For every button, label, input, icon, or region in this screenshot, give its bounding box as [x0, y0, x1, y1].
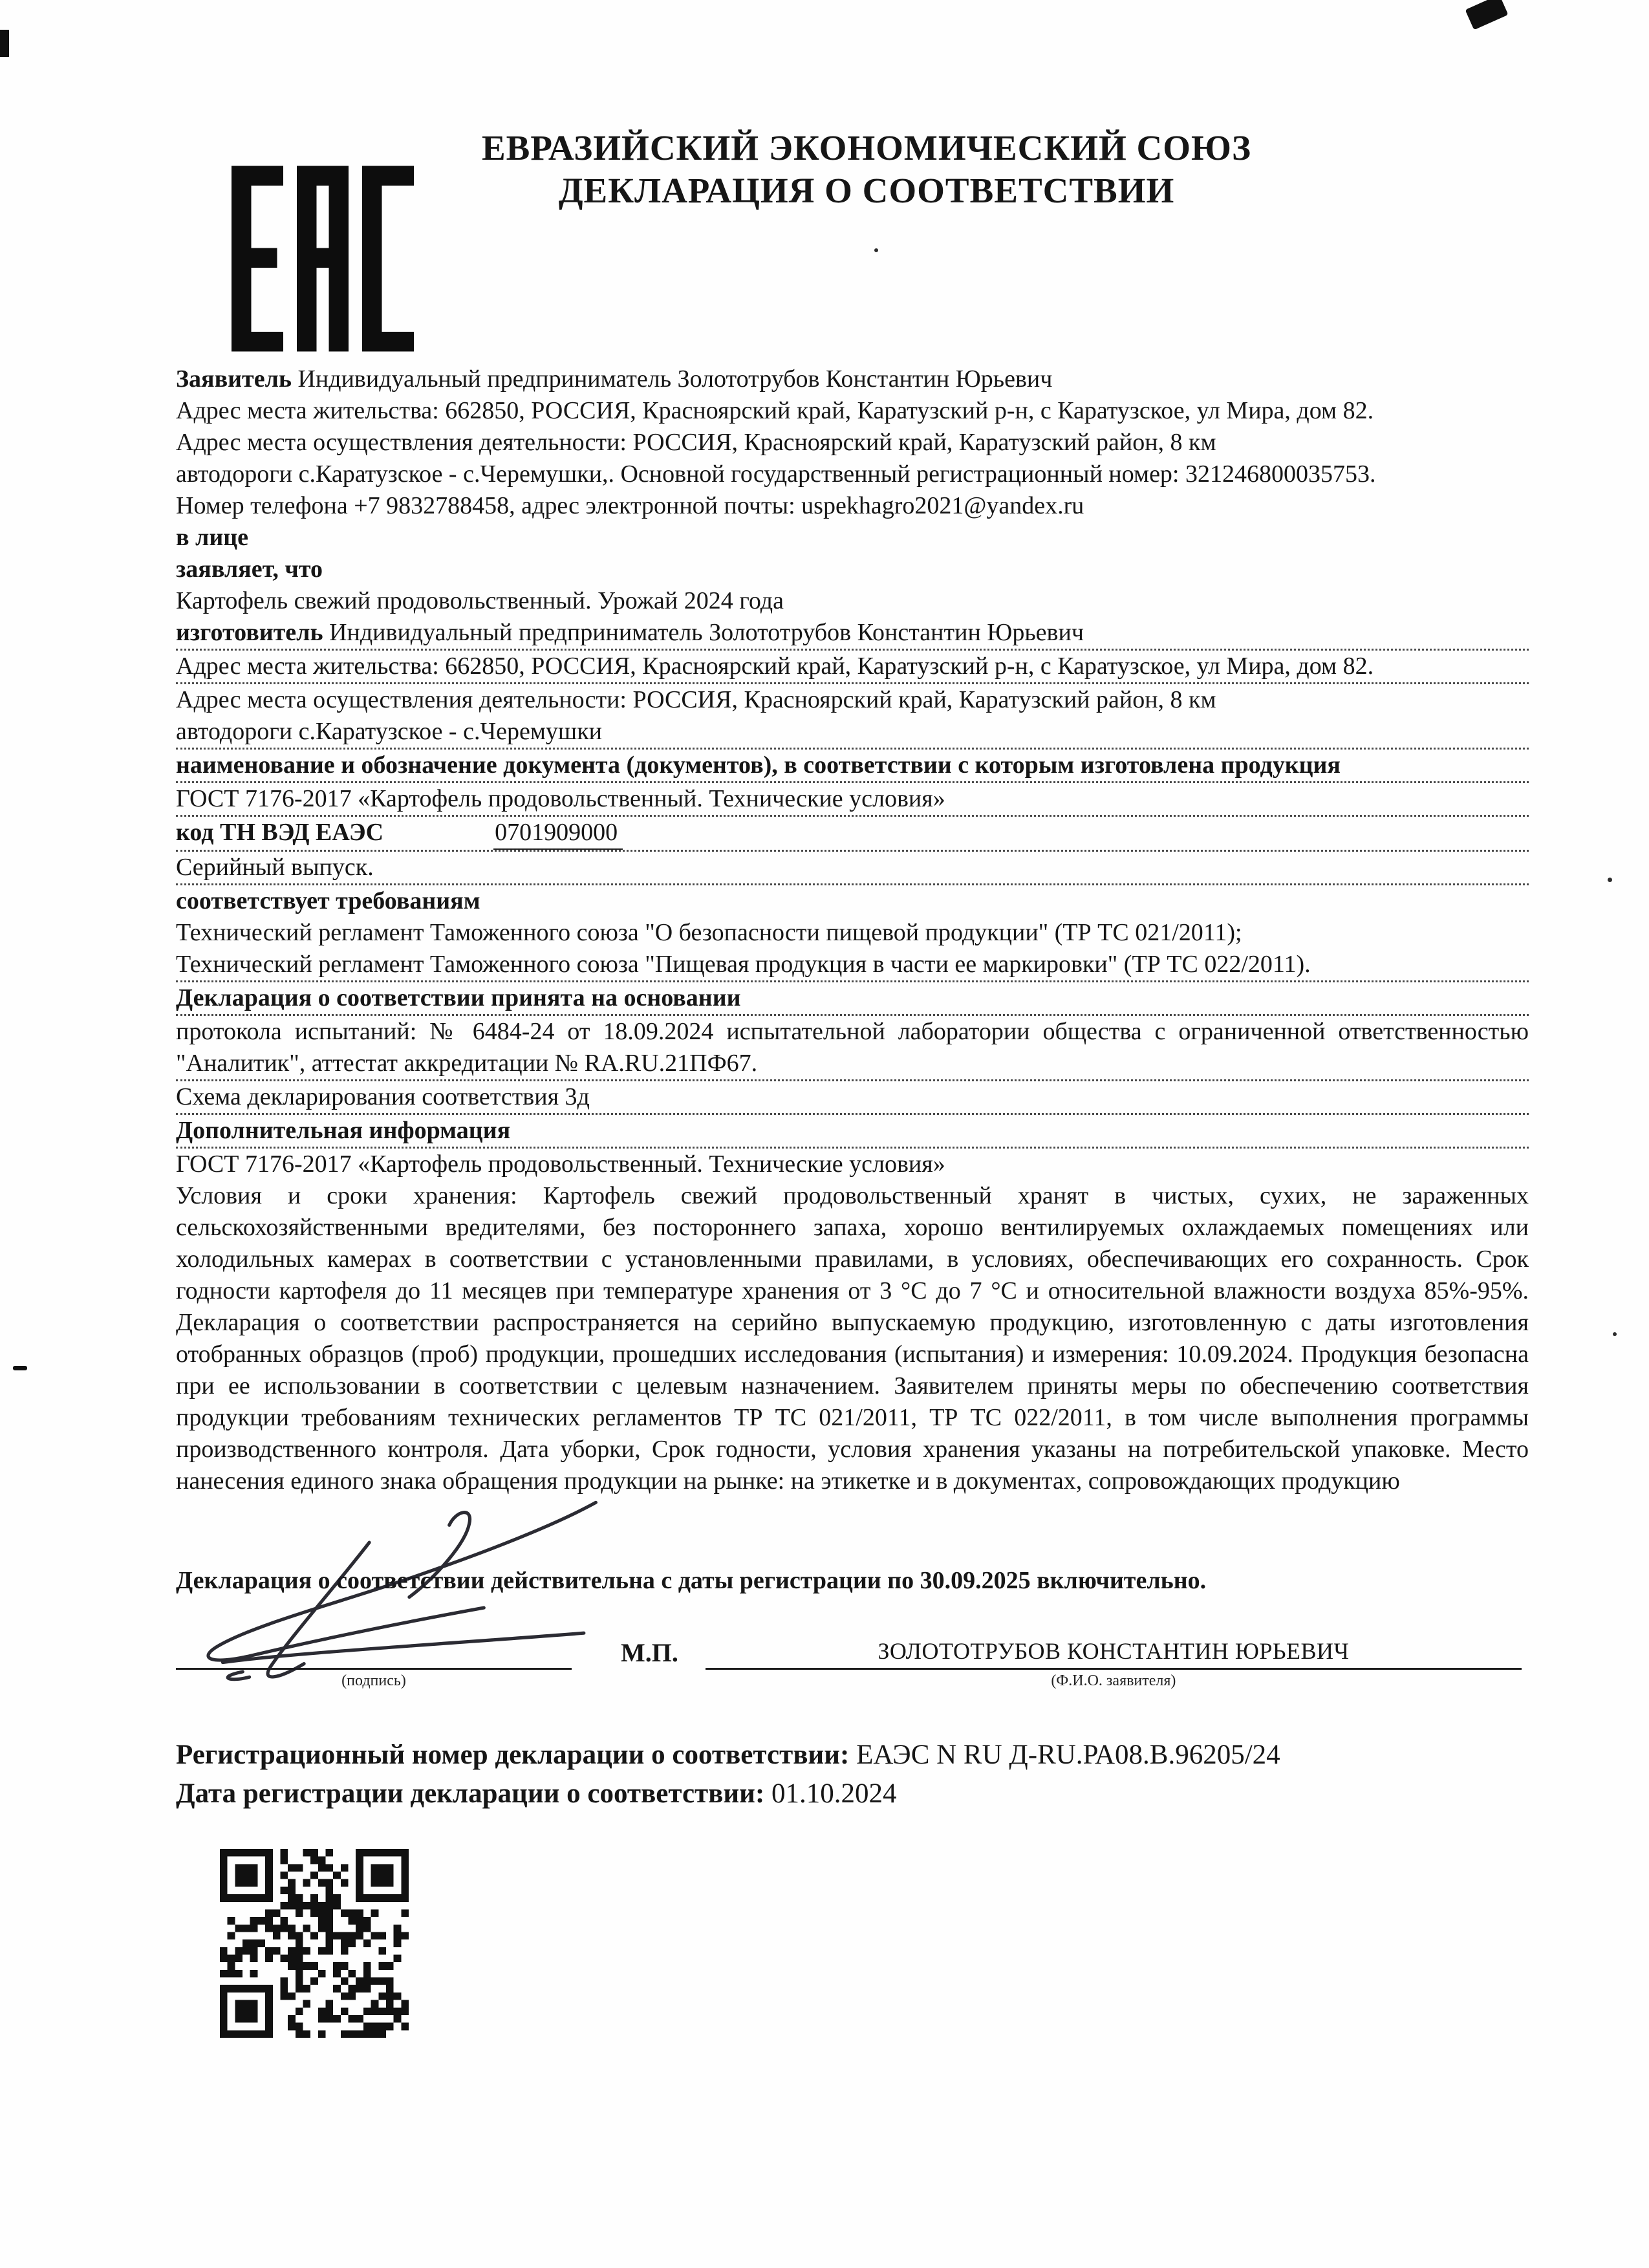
declaration-body [176, 363, 1529, 2038]
registration-date-row [176, 1775, 1529, 1813]
row-regulation-1: Технический регламент Таможенного союза "О безопасности пищевой продукции" (ТР ТС 021/2011); [176, 919, 1242, 946]
document-title [362, 127, 1371, 212]
row-manufacturer-activity-1: Адрес места осуществления деятельности: РОССИЯ, Красноярский край, Каратузский район, 8 км [176, 686, 1216, 713]
row-docs-heading: наименование и обозначение документа (документов), в соответствии с которым изготовлена продукция [176, 750, 1529, 783]
row-activity-address-1: Адрес места осуществления деятельности: РОССИЯ, Красноярский край, Каратузский район, 8 км [176, 429, 1216, 456]
row-manufacturer-activity-2: автодороги с.Каратузское - с.Черемушки [176, 716, 1529, 750]
scan-speck [874, 248, 878, 252]
row-complies-heading: соответствует требованиям [176, 887, 480, 914]
scan-speck [1608, 878, 1612, 882]
row-gost: ГОСТ 7176-2017 «Картофель продовольственный. Технические условия» [176, 783, 1529, 817]
applicant-full-name: ЗОЛОТОТРУБОВ КОНСТАНТИН ЮРЬЕВИЧ [878, 1638, 1350, 1664]
title-declaration: ДЕКЛАРАЦИЯ О СООТВЕТСТВИИ [558, 171, 1175, 210]
registration-number-row [176, 1736, 1529, 1775]
registration-date-value: 01.10.2024 [771, 1778, 897, 1809]
signature-caption: (подпись) [341, 1672, 406, 1689]
row-scheme: Схема декларирования соответствия 3д [176, 1081, 1529, 1115]
row-manufacturer-residence: Адрес места жительства: 662850, РОССИЯ, Красноярский край, Каратузский р-н, с Каратузское, ул Мира, дом 82. [176, 651, 1529, 684]
row-validity: Декларация о соответствии действительна с даты регистрации по 30.09.2025 включительно. [176, 1567, 1207, 1594]
row-basis-heading: Декларация о соответствии принята на основании [176, 982, 1529, 1016]
scan-artifact-left-edge [0, 30, 9, 57]
row-basis-text: протокола испытаний: № 6484-24 от 18.09.2024 испытательной лаборатории общества с ограниченной ответственностью "Аналитик", аттестат аккредитации № RA.RU.21ПФ67. [176, 1016, 1529, 1081]
row-additional-heading: Дополнительная информация [176, 1115, 1529, 1149]
row-in-person: в лице [176, 524, 248, 551]
row-regulation-2: Технический регламент Таможенного союза "Пищевая продукция в части ее маркировки" (ТР ТС 022/2011). [176, 949, 1529, 982]
name-caption: (Ф.И.О. заявителя) [1051, 1672, 1176, 1689]
manufacturer-text: Индивидуальный предприниматель Золототрубов Константин Юрьевич [323, 619, 1084, 646]
row-residence-address: Адрес места жительства: 662850, РОССИЯ, Красноярский край, Каратузский р-н, с Каратузское, ул Мира, дом 82. [176, 397, 1374, 424]
row-additional-gost: ГОСТ 7176-2017 «Картофель продовольственный. Технические условия» [176, 1150, 945, 1178]
scan-speck [1613, 1332, 1617, 1336]
applicant-name-area [706, 1637, 1522, 1692]
title-union: ЕВРАЗИЙСКИЙ ЭКОНОМИЧЕСКИЙ СОЮЗ [481, 128, 1252, 167]
scan-artifact-corner [1465, 0, 1509, 30]
row-manufacturer [176, 617, 1529, 651]
qr-code [220, 1849, 409, 2038]
manufacturer-label: изготовитель [176, 619, 323, 646]
applicant-label: Заявитель [176, 365, 292, 393]
row-serial: Серийный выпуск. [176, 852, 1529, 885]
signature-block [176, 1637, 1529, 1692]
scan-artifact-left-dash [13, 1366, 27, 1370]
signature-area [176, 1668, 572, 1692]
row-applicant [176, 363, 1529, 395]
row-tn-ved [176, 817, 1529, 852]
row-contacts: Номер телефона +7 9832788458, адрес электронной почты: uspekhagro2021@yandex.ru [176, 492, 1084, 519]
applicant-text: Индивидуальный предприниматель Золототрубов Константин Юрьевич [291, 365, 1053, 393]
registration-number-label: Регистрационный номер декларации о соответствии: [176, 1740, 857, 1770]
row-activity-address-2: автодороги с.Каратузское - с.Черемушки,. Основной государственный регистрационный номер: 321246800035753. [176, 460, 1376, 488]
registration-block [176, 1736, 1529, 1813]
stamp-place-label: М.П. [621, 1638, 678, 1667]
registration-date-label: Дата регистрации декларации о соответствии: [176, 1778, 772, 1809]
row-product: Картофель свежий продовольственный. Урожай 2024 года [176, 587, 784, 614]
tn-ved-label: код ТН ВЭД ЕАЭС [176, 819, 384, 846]
row-declares: заявляет, что [176, 556, 323, 583]
tn-ved-value: 0701909000 [493, 817, 623, 850]
row-storage-text: Условия и сроки хранения: Картофель свежий продовольственный хранят в чистых, сухих, не зараженных сельскохозяйственными вредителями, без постороннего запаха, хорошо вентилируемых охлаждаемых помещениях или холодильных камерах в соответствии с установленными правилами, в условиях, обеспечивающих его сохранность. Срок годности картофеля до 11 месяцев при температуре хранения от 3 °С до 7 °С и относительной влажности воздуха 85%-95%. Декларация о соответствии распространяется на серийно выпускаемую продукцию, изготовленную с даты изготовления отобранных образцов (проб) продукции, прошедших исследования (испытания) и измерения: 10.09.2024. Продукция безопасна при ее использовании в соответствии с целевым назначением. Заявителем приняты меры по обеспечению соответствия продукции требованиям технических регламентов ТР ТС 021/2011, ТР ТС 022/2011, в том числе выполнения программы производственного контроля. Дата уборки, Срок годности, условия хранения указаны на потребительской упаковке. Место нанесения единого знака обращения продукции на рынке: на этикетке и в документах, сопровождающих продукцию [176, 1182, 1529, 1495]
registration-number-value: ЕАЭС N RU Д-RU.РА08.В.96205/24 [856, 1740, 1280, 1770]
